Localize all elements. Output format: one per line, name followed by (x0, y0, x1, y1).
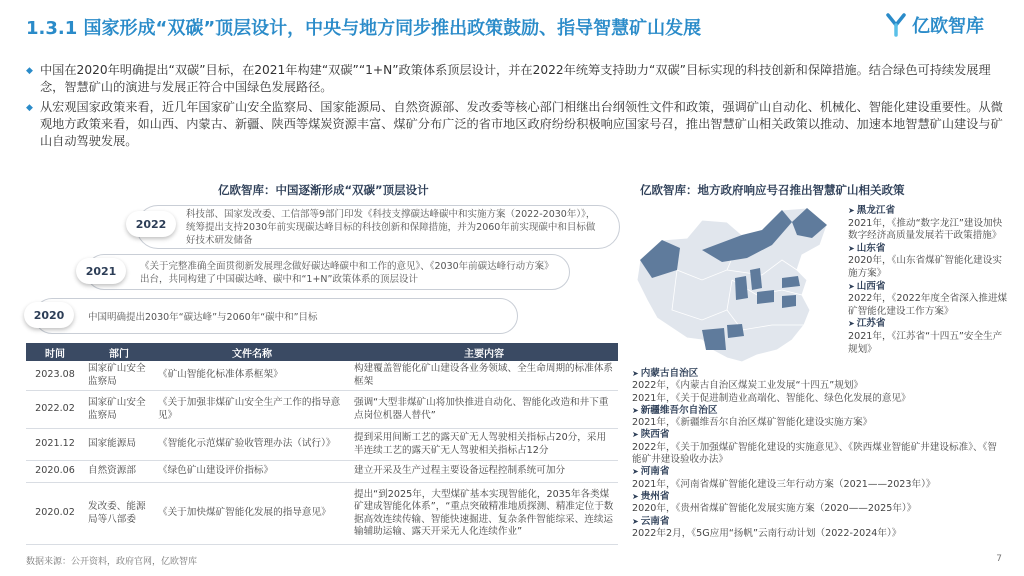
province-item (848, 281, 1008, 319)
cell-doc: 《关于加快煤矿智能化发展的指导意见》 (154, 483, 350, 545)
province-name: 云南省 (640, 515, 670, 527)
cell-doc: 《矿山智能化标准体系框架》 (154, 361, 350, 391)
province-name: 江苏省 (856, 318, 886, 330)
timeline-text-2021: 《关于完整准确全面贯彻新发展理念做好碳达峰碳中和工作的意见》、《2030年前碳达峰行动方案》出台，共同构建了中国碳达峰、碳中和“1+N”政策体系的顶层设计 (140, 261, 554, 285)
cell-content: 强调“大型非煤矿山将加快推进自动化、智能化改造和井下重点岗位机器人替代” (350, 391, 618, 429)
province-item (632, 405, 1004, 430)
province-item (632, 466, 1004, 491)
table-row (26, 361, 618, 391)
province-list-right (848, 205, 1008, 356)
page-title: 1.3.1 国家形成“双碳”顶层设计，中央与地方同步推出政策鼓励、指导智慧矿山发展 (26, 18, 702, 39)
timeline-text-2020: 中国明确提出2030年“碳达峰”与2060年“碳中和”目标 (88, 312, 318, 323)
table-header-dept: 部门 (84, 343, 154, 361)
triangle-bullet-icon: ➤ (848, 243, 855, 253)
cell-doc: 《关于加强非煤矿山安全生产工作的指导意见》 (154, 391, 350, 429)
province-name: 内蒙古自治区 (640, 368, 699, 379)
triangle-bullet-icon: ➤ (632, 467, 639, 477)
china-map (632, 200, 842, 368)
province-policy: 2021年，《江苏省“十四五”安全生产规划》 (848, 330, 1003, 355)
table-header-row (26, 343, 618, 361)
province-name: 河南省 (640, 466, 670, 478)
province-item (848, 318, 1008, 356)
timeline-year-2020: 2020 (24, 302, 74, 328)
triangle-bullet-icon: ➤ (632, 405, 639, 415)
province-list-bottom (632, 368, 1004, 540)
province-name: 黑龙江省 (856, 205, 896, 216)
diamond-bullet-icon: ◆ (26, 66, 33, 76)
province-item (848, 205, 1008, 243)
cell-doc: 《绿色矿山建设评价指标》 (154, 461, 350, 483)
province-policy: 2021年，《河南省煤矿智能化建设三年行动方案（2021——2023年）》 (632, 478, 936, 490)
province-policy: 2022年，《2022年度全省深入推进煤矿智能化建设工作方案》 (848, 293, 1008, 317)
diamond-bullet-icon: ◆ (26, 103, 33, 113)
province-policy: 2021年，《推动“数字龙江”建设加快数字经济高质量发展若干政策措施》 (848, 217, 1003, 242)
province-name: 山东省 (856, 242, 886, 254)
triangle-bullet-icon: ➤ (848, 206, 855, 215)
policy-table (26, 343, 618, 545)
cell-content: 建立开采及生产过程主要设备远程控制系统可加分 (350, 461, 618, 483)
triangle-bullet-icon: ➤ (632, 430, 639, 440)
cell-time: 2022.02 (26, 391, 84, 429)
logo (886, 12, 984, 38)
region-jiangsu (782, 295, 796, 308)
province-item (632, 368, 1004, 405)
cell-dept: 自然资源部 (84, 461, 154, 483)
triangle-bullet-icon: ➤ (848, 281, 855, 291)
province-policy: 2021年，《关于促进制造业高端化、智能化、绿色化发展的意见》 (632, 392, 911, 404)
timeline-year-2022: 2022 (126, 211, 176, 237)
province-policy: 2022年，《内蒙古自治区煤炭工业发展“十四五”规划》 (632, 380, 864, 392)
province-item (632, 491, 1004, 516)
table-row (26, 483, 618, 545)
cell-time: 2020.02 (26, 483, 84, 545)
page-number: 7 (996, 554, 1002, 564)
cell-content: 构建覆盖智能化矿山建设各业务领域、全生命周期的标准体系框架 (350, 361, 618, 391)
table-header-content: 主要内容 (350, 343, 618, 361)
cell-dept: 国家矿山安全监察局 (84, 361, 154, 391)
province-item (632, 516, 1004, 541)
table-row (26, 461, 618, 483)
province-policy: 2020年，《山东省煤矿智能化建设实施方案》 (848, 255, 1002, 279)
region-yunnan (702, 328, 726, 350)
bullet-item (26, 99, 1006, 150)
province-policy: 2022年2月，《5G应用“扬帆”云南行动计划（2022-2024年）》 (632, 527, 902, 539)
cell-doc: 《智能化示范煤矿验收管理办法（试行）》 (154, 429, 350, 461)
china-map-graphic (632, 200, 842, 368)
region-guizhou (727, 324, 744, 338)
triangle-bullet-icon: ➤ (632, 491, 639, 501)
province-name: 新疆维吾尔自治区 (640, 404, 718, 416)
timeline-year-2021: 2021 (76, 258, 126, 284)
province-policy: 2020年，《贵州省煤矿智能化发展实施方案（2020——2025年）》 (632, 503, 917, 515)
cell-dept: 国家矿山安全监察局 (84, 391, 154, 429)
logo-text: 亿欧智库 (912, 16, 984, 37)
intro-bullets (26, 62, 1006, 153)
bullet-text: 中国在2020年明确提出“双碳”目标，在2021年构建“双碳”“1+N”政策体系顶层设计，并在2022年统筹支持助力“双碳”目标实现的科技创新和保障措施。结合绿色可持续发展理念，智慧矿山的演进与发展正符合中国绿色发展路径。 (40, 63, 991, 94)
triangle-bullet-icon: ➤ (632, 516, 639, 526)
region-shanxi (750, 268, 762, 290)
province-item (632, 429, 1004, 466)
region-shandong (782, 276, 800, 288)
region-shaanxi (735, 276, 748, 300)
table-header-doc: 文件名称 (154, 343, 350, 361)
table-row (26, 391, 618, 429)
province-name: 贵州省 (640, 490, 670, 502)
timeline-title: 亿欧智库：中国逐渐形成“双碳”顶层设计 (218, 183, 429, 197)
timeline-text-2022: 科技部、国家发改委、工信部等9部门印发《科技支撑碳达峰碳中和实施方案（2022-2030年）》，统筹提出支持2030年前实现碳达峰目标的科技创新和保障措施，并为2060年前实现碳中和目标做好技术研发储备 (186, 209, 596, 246)
map-title: 亿欧智库：地方政府响应号召推出智慧矿山相关政策 (640, 183, 905, 197)
cell-content: 提到采用间断工艺的露天矿无人驾驶相关指标占20分，采用半连续工艺的露天矿无人驾驶相关指标占12分 (350, 429, 618, 461)
data-source: 数据来源：公开资料，政府官网，亿欧智库 (26, 557, 198, 567)
province-name: 山西省 (856, 280, 886, 292)
cell-time: 2021.12 (26, 429, 84, 461)
logo-icon (886, 13, 906, 37)
cell-dept: 国家能源局 (84, 429, 154, 461)
bullet-text: 从宏观国家政策来看，近几年国家矿山安全监察局、国家能源局、自然资源部、发改委等核心部门相继出台纲领性文件和政策，强调矿山自动化、机械化、智能化建设重要性。从微观地方政策来看，如山西、内蒙古、新疆、陕西等煤炭资源丰富、煤矿分布广泛的省市地区政府纷纷积极响应国家号召，推出智慧矿山相关政策以推动、加速本地智慧矿山建设与矿山自动驾驶发展。 (40, 100, 1003, 148)
cell-time: 2023.08 (26, 361, 84, 391)
province-item (848, 243, 1008, 281)
province-name: 陕西省 (640, 429, 670, 441)
province-policy: 2021年，《新疆维吾尔自治区煤矿智能化建设实施方案》 (632, 417, 873, 429)
cell-dept: 发改委、能源局等八部委 (84, 483, 154, 545)
cell-time: 2020.06 (26, 461, 84, 483)
bullet-item (26, 62, 1006, 96)
cell-content: 提出“到2025年，大型煤矿基本实现智能化，2035年各类煤矿建成智能化体系”，“重点突破精准地质探测、精准定位于数据高效连续传输、智能快速掘进、复杂条件智能综采、连续运输辅助运输、露天开采无人化连续作业” (350, 483, 618, 545)
table-header-time: 时间 (26, 343, 84, 361)
triangle-bullet-icon: ➤ (632, 369, 639, 378)
triangle-bullet-icon: ➤ (848, 319, 855, 329)
province-policy: 2022年，《关于加强煤矿智能化建设的实施意见》、《陕西煤业智能矿井建设标准》、《智能矿井建设验收办法》 (632, 441, 997, 466)
table-row (26, 429, 618, 461)
region-henan (757, 290, 774, 304)
